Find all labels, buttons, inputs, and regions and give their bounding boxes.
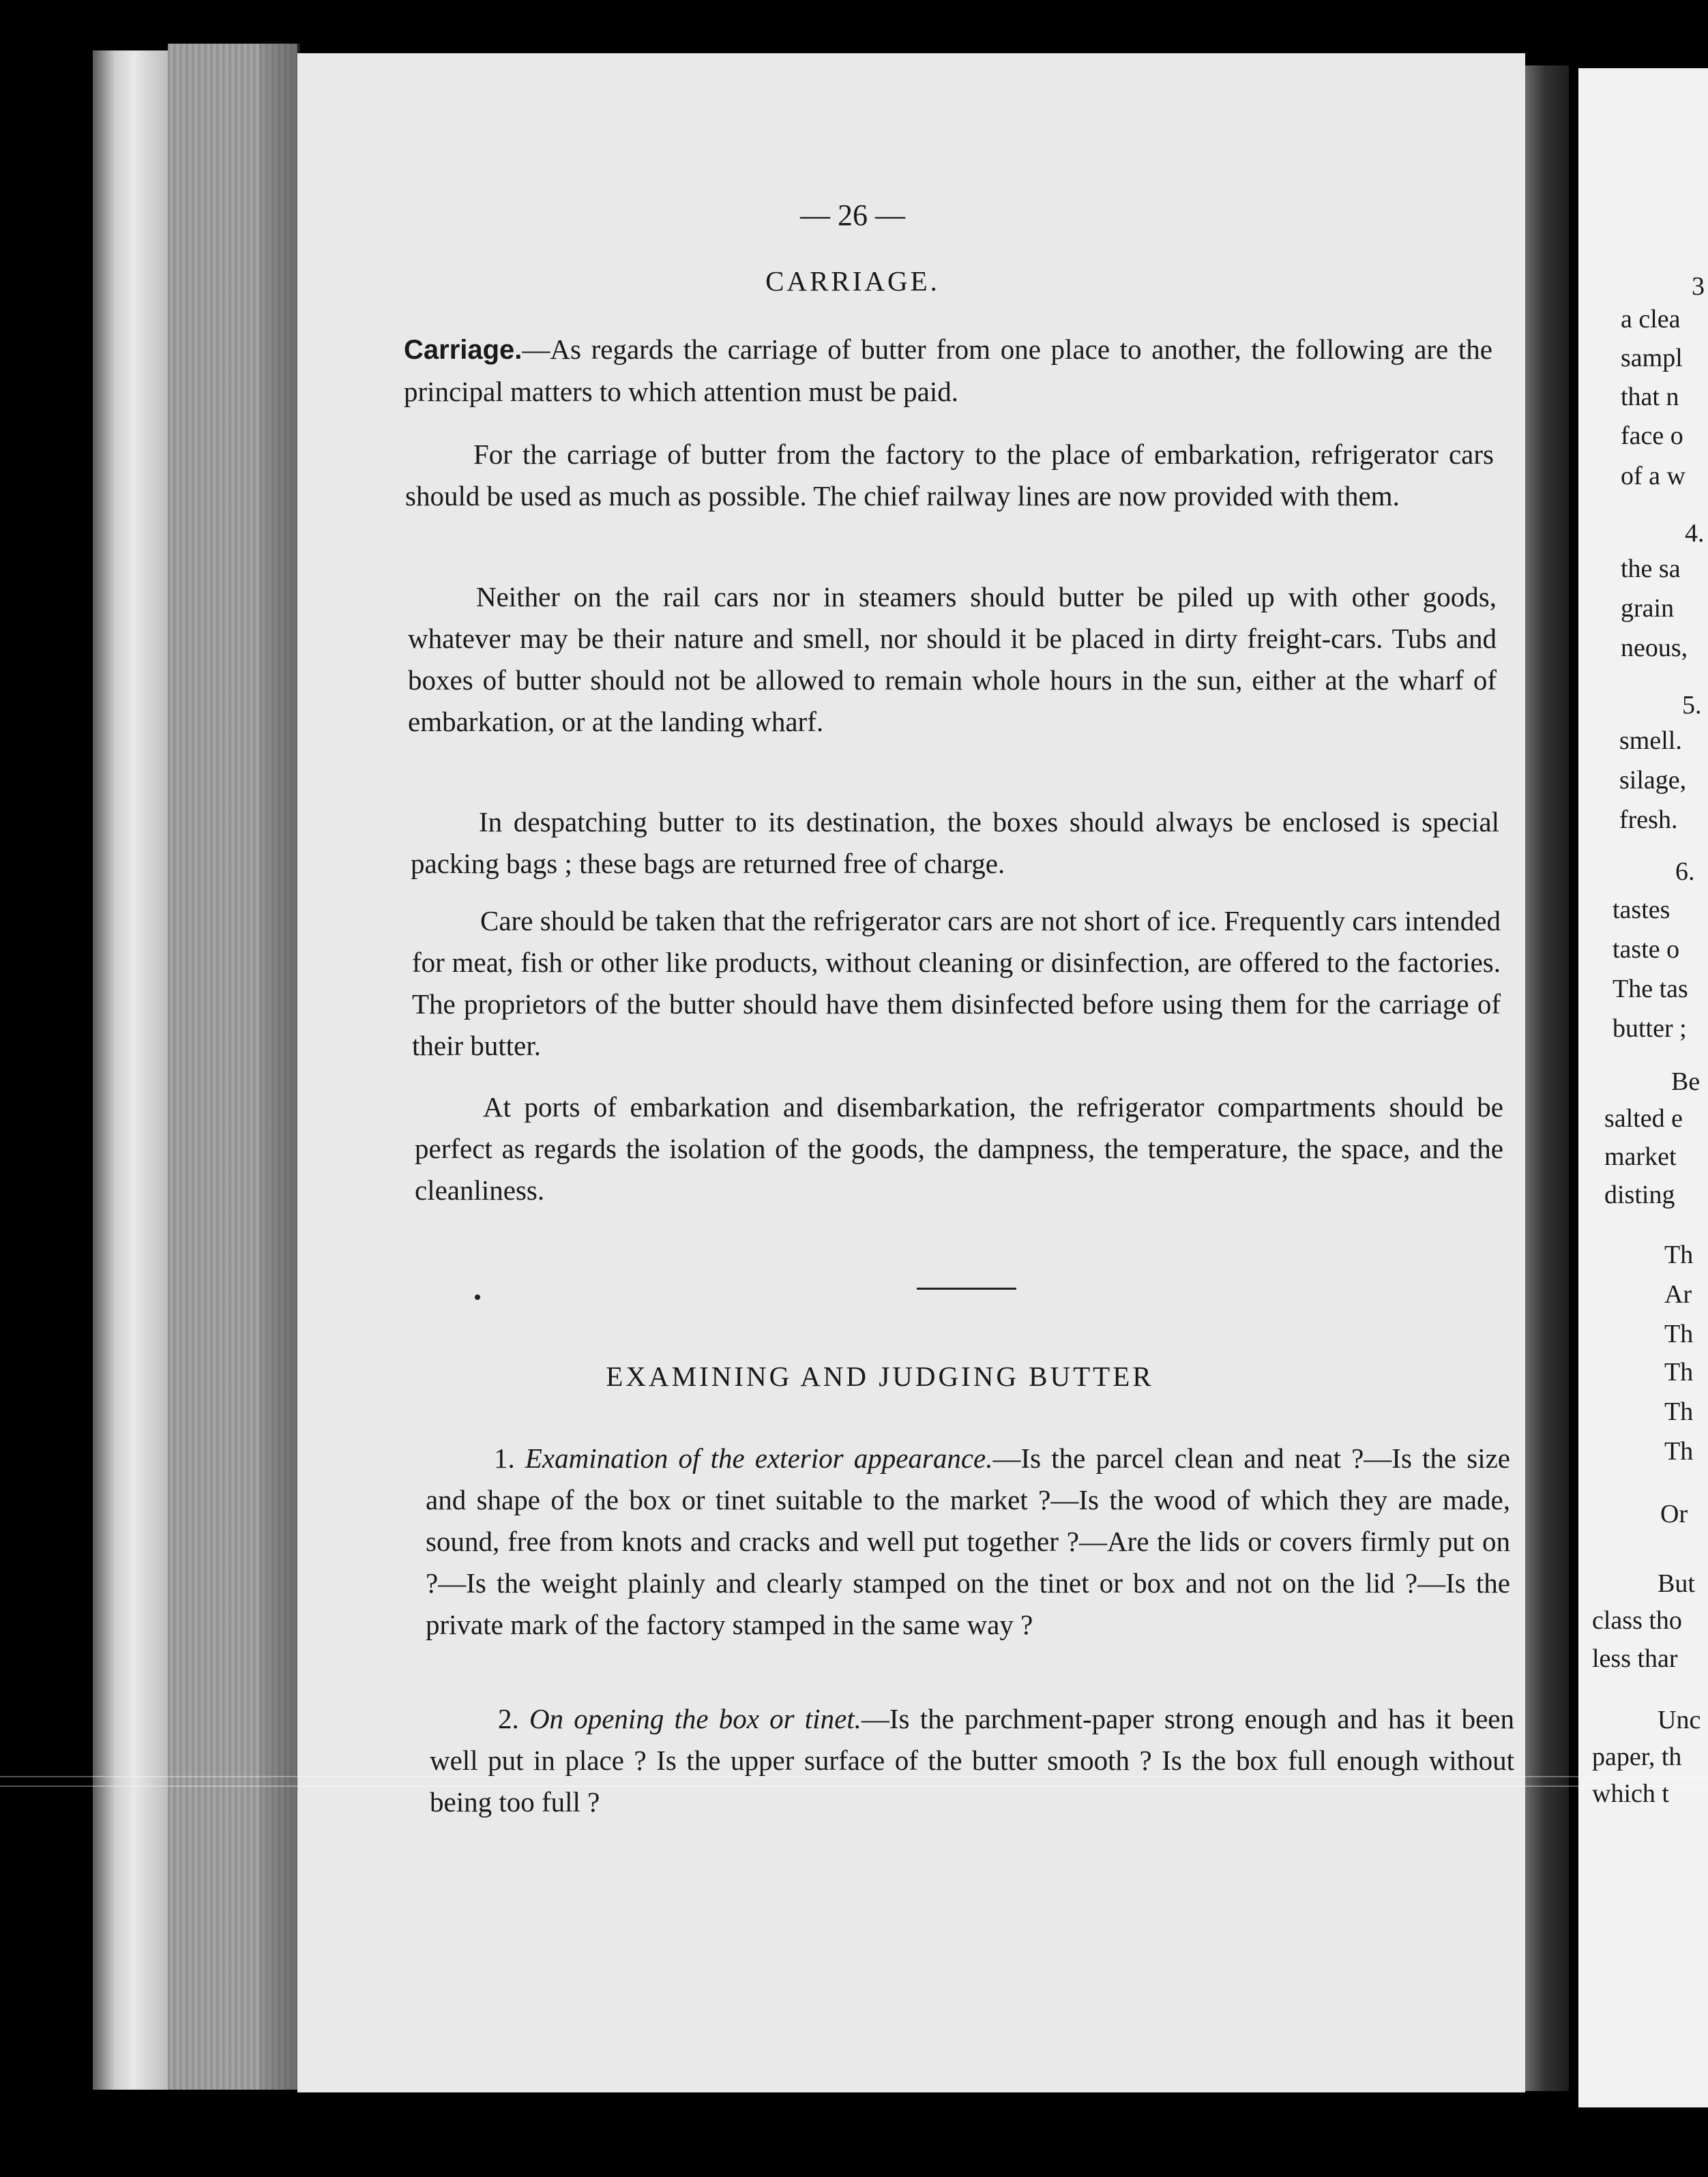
item-opening-box	[430, 1698, 1514, 1823]
next-page-fragment: Or	[1660, 1500, 1688, 1528]
next-page-fragment: 3	[1692, 272, 1705, 301]
next-page-fragment: smell.	[1619, 726, 1682, 755]
next-page-fragment: a clea	[1621, 305, 1681, 334]
paragraph-ice-supply: Care should be taken that the refrigerator cars are not short of ice. Frequently cars intended for meat, fish or other like products, without cleaning or disinfection, are offered to the factories. The proprietors of the butter should have them disinfected before using them for the carriage of their butter.	[412, 905, 1501, 1061]
item-text: —Is the parcel clean and neat ?—Is the size and shape of the box or tinet suitable to the market ?—Is the wood of which they are made, sound, free from knots and cracks and well put together ?—Are the lids or covers firmly put on ?—Is the weight plainly and clearly stamped on the tinet or box and not on the lid ?—Is the private mark of the factory stamped in the same way ?	[426, 1442, 1511, 1640]
next-page-fragment: market	[1604, 1142, 1677, 1171]
paragraph-refrigerator-cars: For the carriage of butter from the factory to the place of embarkation, refrigerator cars should be used as much as possible. The chief railway lines are now provided with them.	[405, 439, 1494, 512]
page-stack-shadow	[259, 44, 300, 2090]
ink-speck	[475, 1294, 480, 1300]
next-page-fragment: Th	[1664, 1320, 1694, 1348]
book-gutter	[1525, 65, 1569, 2091]
paragraph-text: —As regards the carriage of butter from one place to another, the following are the principal matters to which attention must be paid.	[404, 334, 1492, 407]
next-page-fragment: sampl	[1621, 344, 1683, 372]
next-page-fragment: the sa	[1621, 554, 1681, 583]
paragraph-piling-goods: Neither on the rail cars nor in steamers should butter be piled up with other goods, whatever may be their nature and smell, nor should it be placed in dirty freight-cars. Tubs and boxes of butter should not be allowed to remain whole hours in the sun, either at the wharf of embarkation, or at the landing wharf.	[408, 581, 1497, 737]
next-page-fragment: neous,	[1621, 634, 1688, 662]
item-number: 1.	[494, 1442, 515, 1474]
item-text: —Is the parchment-paper strong enough and has it been well put in place ? Is the upper surface of the butter smooth ? Is the box full enough without being too full ?	[430, 1703, 1515, 1818]
next-page-fragment: But	[1658, 1569, 1695, 1598]
page-number: — 26 —	[800, 198, 905, 232]
next-page-fragment: Unc	[1658, 1706, 1701, 1734]
next-page-fragment: Th	[1664, 1358, 1694, 1387]
section-heading-carriage: CARRIAGE.	[765, 265, 940, 297]
item-title: Examination of the exterior appearance.	[525, 1442, 993, 1474]
paragraph-despatching: In despatching butter to its destination, the boxes should always be enclosed is special packing bags ; these bags are returned free of charge.	[411, 806, 1499, 879]
next-page-fragment: 4.	[1685, 519, 1705, 548]
next-page-fragment: tastes	[1613, 895, 1670, 924]
next-page-fragment: taste o	[1613, 935, 1680, 964]
section-heading-examining: EXAMINING AND JUDGING BUTTER	[606, 1361, 1154, 1392]
next-page-fragment: face o	[1621, 421, 1683, 450]
next-page-fragment: salted e	[1604, 1104, 1683, 1133]
next-page-fragment: fresh.	[1619, 805, 1678, 834]
next-page-fragment: Th	[1664, 1397, 1694, 1426]
next-page-fragment: that n	[1621, 383, 1679, 411]
section-divider-rule	[917, 1288, 1016, 1290]
book-cover-edge	[93, 50, 168, 2090]
next-page-fragment: butter ;	[1613, 1014, 1687, 1043]
next-page-fragment: The tas	[1613, 975, 1688, 1003]
next-page-fragment: grain	[1621, 594, 1675, 623]
next-page-fragment: Ar	[1664, 1280, 1692, 1309]
run-in-heading: Carriage.	[404, 335, 522, 365]
next-page-fragment: Be	[1671, 1067, 1700, 1096]
paragraph-ports: At ports of embarkation and disembarkation, the refrigerator compartments should be perfect as regards the isolation of the goods, the dampness, the temperature, the space, and the cleanliness.	[415, 1091, 1503, 1206]
next-page-fragment: Th	[1664, 1241, 1694, 1269]
next-page-fragment: silage,	[1619, 766, 1687, 795]
next-page-fragment: of a w	[1621, 462, 1685, 490]
next-page-fragment: 5.	[1682, 691, 1702, 720]
next-page-fragment: less thar	[1592, 1644, 1678, 1673]
next-page-fragment: which t	[1592, 1779, 1669, 1808]
next-page-fragment: class tho	[1592, 1606, 1682, 1635]
paragraph-carriage-intro	[404, 329, 1492, 413]
next-page-fragment: Th	[1664, 1437, 1694, 1466]
item-number: 2.	[498, 1703, 519, 1734]
next-page-fragment: 6.	[1675, 857, 1695, 886]
next-page-fragment: paper, th	[1592, 1743, 1682, 1771]
item-exterior-appearance	[426, 1438, 1510, 1646]
next-page-fragment: disting	[1604, 1181, 1675, 1209]
item-title: On opening the box or tinet.	[529, 1703, 862, 1734]
